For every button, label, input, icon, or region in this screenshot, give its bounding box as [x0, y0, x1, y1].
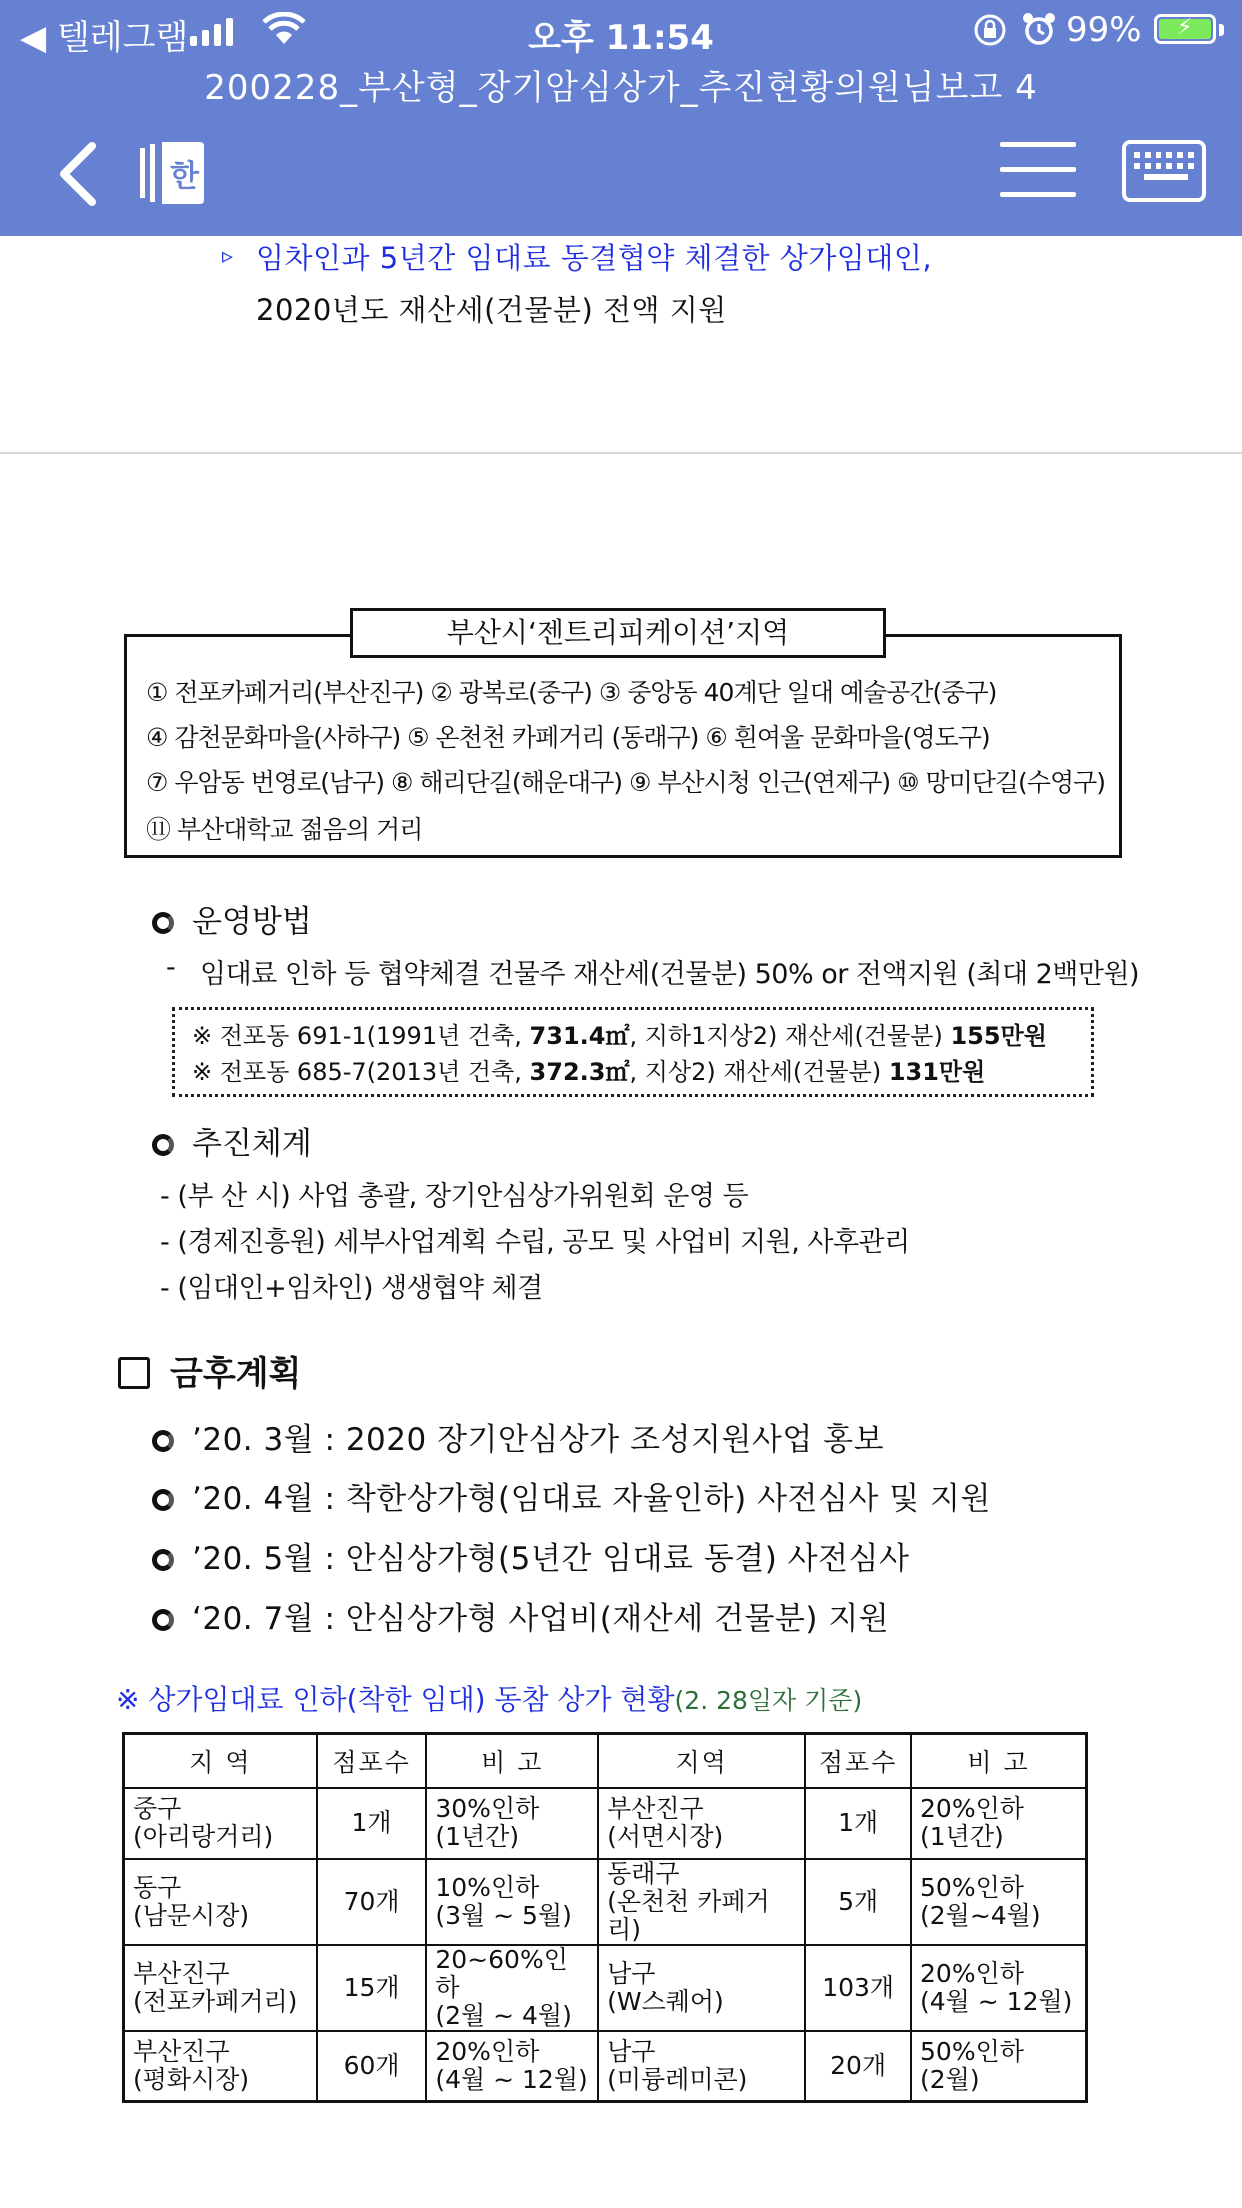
- stores-table: [122, 1732, 1088, 2103]
- bullet-arrow: ▹: [222, 244, 234, 269]
- note-cell: 20%인하 (1년간): [911, 1788, 1086, 1859]
- region-cell: 동래구 (온천천 카페거리): [598, 1859, 805, 1945]
- future-plan-heading: 금후계획: [118, 1346, 301, 1395]
- count-cell: 103개: [805, 1945, 911, 2031]
- table-row: [124, 1788, 1087, 1859]
- count-cell: 5개: [805, 1859, 911, 1945]
- note-cell: 20%인하 (4월 ~ 12월): [426, 2031, 598, 2102]
- status-time: 오후 11:54: [528, 18, 714, 58]
- system-item-3: - (임대인+임차인) 생생협약 체결: [160, 1273, 543, 1304]
- count-cell: 70개: [317, 1859, 427, 1945]
- region-cell: 동구 (남문시장): [124, 1859, 317, 1945]
- gentrification-line-4: ⑪ 부산대학교 젊음의 거리: [146, 815, 423, 844]
- gentrification-line-2: ④ 감천문화마을(사하구) ⑤ 온천천 카페거리 (동래구) ⑥ 흰여울 문화마을(영도구): [146, 723, 990, 752]
- intro-line-1: 임차인과 5년간 임대료 동결협약 체결한 상가임대인,: [256, 241, 933, 275]
- viewer-toolbar: [0, 130, 1242, 220]
- note-cell: 10%인하 (3월 ~ 5월): [426, 1859, 598, 1945]
- back-to-app-link[interactable]: ◀ 텔레그램: [20, 18, 189, 58]
- battery-charging-icon: ⚡: [1154, 14, 1216, 44]
- count-cell: 1개: [317, 1788, 427, 1859]
- svg-text:한: 한: [170, 159, 199, 194]
- circle-bullet-icon: [152, 1134, 174, 1156]
- count-cell: 60개: [317, 2031, 427, 2102]
- battery-percent: 99%: [1066, 10, 1142, 50]
- table-row: [124, 2031, 1087, 2102]
- region-cell: 남구 (미륭레미콘): [598, 2031, 805, 2102]
- square-bullet-icon: [118, 1357, 150, 1389]
- header-note-2: 비 고: [911, 1734, 1086, 1788]
- status-bar: [0, 10, 1242, 58]
- circle-bullet-icon: [152, 1549, 174, 1571]
- gentrification-line-1: ① 전포카페거리(부산진구) ② 광복로(중구) ③ 중앙동 40계단 일대 예술공간(중구): [146, 678, 997, 707]
- stores-caption: ※ 상가임대료 인하(착한 임대) 동참 상가 현황(2. 28일자 기준): [116, 1683, 863, 1716]
- alarm-icon: [1020, 10, 1058, 57]
- note-cell: 50%인하 (2월): [911, 2031, 1086, 2102]
- circle-bullet-icon: [152, 912, 174, 934]
- region-cell: 부산진구 (전포카페거리): [124, 1945, 317, 2031]
- note-cell: 20%인하 (4월 ~ 12월): [911, 1945, 1086, 2031]
- count-cell: 15개: [317, 1945, 427, 2031]
- table-row: [124, 1945, 1087, 2031]
- circle-bullet-icon: [152, 1430, 174, 1452]
- future-plan-item-2: ’20. 4월 : 착한상가형(임대료 자율인하) 사전심사 및 지원: [152, 1473, 991, 1518]
- count-cell: 20개: [805, 2031, 911, 2102]
- region-cell: 부산진구 (평화시장): [124, 2031, 317, 2102]
- page-divider: [0, 452, 1242, 454]
- header-count: 점포수: [317, 1734, 427, 1788]
- table-row: [124, 1859, 1087, 1945]
- circle-bullet-icon: [152, 1489, 174, 1511]
- future-plan-item-3: ’20. 5월 : 안심상가형(5년간 임대료 동결) 사전심사: [152, 1533, 909, 1578]
- header-region: 지 역: [124, 1734, 317, 1788]
- example-note-1: ※ 전포동 691-1(1991년 건축, 731.4㎡, 지하1지상2) 재산세(건물분) 155만원: [192, 1022, 1047, 1050]
- header-note: 비 고: [426, 1734, 598, 1788]
- operation-text: 임대료 인하 등 협약체결 건물주 재산세(건물분) 50% or 전액지원 (최대 2백만원): [200, 959, 1140, 990]
- gentrification-line-3: ⑦ 우암동 번영로(남구) ⑧ 해리단길(해운대구) ⑨ 부산시청 인근(연제구) ⑩ 망미단길(수영구): [146, 768, 1105, 797]
- battery-tip: [1219, 24, 1224, 36]
- gentrification-title: 부산시‘젠트리피케이션’지역: [350, 608, 886, 658]
- menu-icon[interactable]: [1000, 142, 1076, 202]
- document-title: 200228_부산형_장기암심상가_추진현황의원님보고 4: [204, 68, 1038, 108]
- circle-bullet-icon: [152, 1609, 174, 1631]
- operation-heading: 운영방법: [152, 896, 312, 941]
- keyboard-icon[interactable]: [1122, 140, 1206, 202]
- region-cell: 부산진구 (서면시장): [598, 1788, 805, 1859]
- note-cell: 30%인하 (1년간): [426, 1788, 598, 1859]
- note-cell: 50%인하 (2월~4월): [911, 1859, 1086, 1945]
- note-cell: 20~60%인하 (2월 ~ 4월): [426, 1945, 598, 2031]
- orientation-lock-icon: [972, 12, 1008, 57]
- system-heading: 추진체계: [152, 1118, 312, 1163]
- table-header-row: [124, 1734, 1087, 1788]
- example-note-2: ※ 전포동 685-7(2013년 건축, 372.3㎡, 지상2) 재산세(건물분) 131만원: [192, 1058, 986, 1086]
- future-plan-item-1: ’20. 3월 : 2020 장기안심상가 조성지원사업 홍보: [152, 1414, 884, 1459]
- document-page: [0, 236, 1242, 2208]
- region-cell: 남구 (W스퀘어): [598, 1945, 805, 2031]
- operation-dash: -: [166, 952, 176, 983]
- hancom-viewer-icon[interactable]: [140, 138, 206, 208]
- count-cell: 1개: [805, 1788, 911, 1859]
- back-chevron-icon[interactable]: [48, 136, 108, 212]
- intro-line-2: 2020년도 재산세(건물분) 전액 지원: [256, 293, 727, 327]
- region-cell: 중구 (아리랑거리): [124, 1788, 317, 1859]
- header-region-2: 지역: [598, 1734, 805, 1788]
- future-plan-item-4: ‘20. 7월 : 안심상가형 사업비(재산세 건물분) 지원: [152, 1593, 889, 1638]
- system-item-1: - (부 산 시) 사업 총괄, 장기안심상가위원회 운영 등: [160, 1181, 749, 1212]
- app-header: [0, 0, 1242, 236]
- header-count-2: 점포수: [805, 1734, 911, 1788]
- system-item-2: - (경제진흥원) 세부사업계획 수립, 공모 및 사업비 지원, 사후관리: [160, 1227, 910, 1258]
